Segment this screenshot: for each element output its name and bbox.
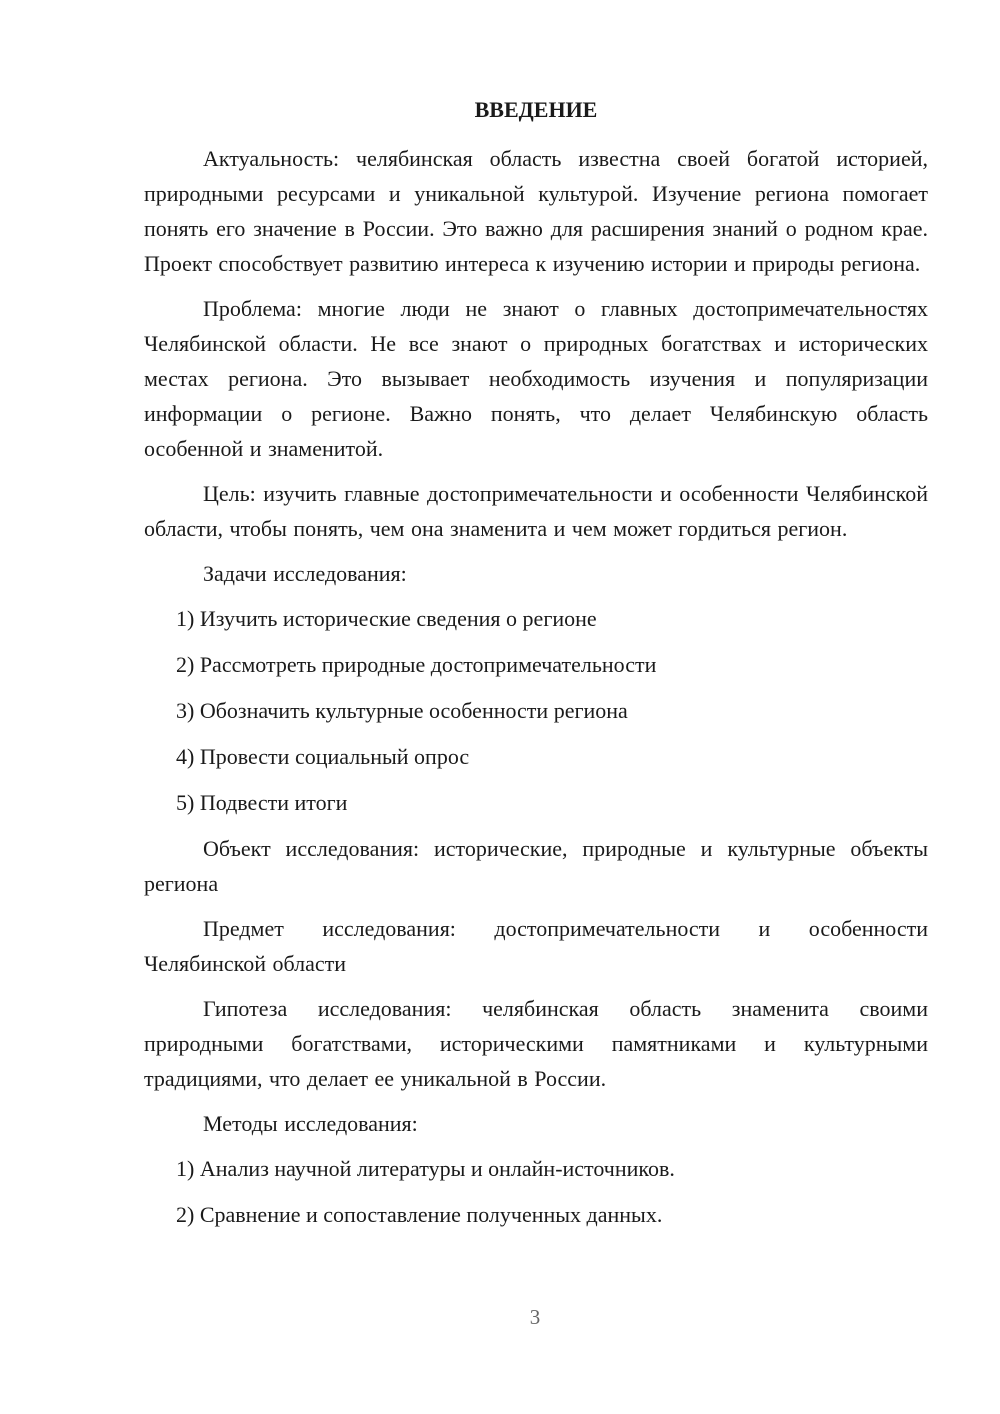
- list-item: 5) Подвести итоги: [176, 790, 348, 815]
- list-item: 4) Провести социальный опрос: [176, 744, 470, 769]
- methods-list: [144, 1151, 928, 1232]
- subject-paragraph: Предмет исследования: достопримечательности и особенности Челябинской области: [144, 916, 928, 976]
- relevance-paragraph: Актуальность: челябинская область известна своей богатой историей, природными ресурсами и уникальной культурой. Изучение региона помогает понять его значение в России. Это важно для расширения знаний о родном крае. Проект способствует развитию интереса к изучению истории и природы региона.: [144, 146, 928, 276]
- list-item: 1) Изучить исторические сведения о регионе: [176, 606, 597, 631]
- list-item: 2) Рассмотреть природные достопримечательности: [176, 652, 657, 677]
- hypothesis-paragraph: Гипотеза исследования: челябинская область знаменита своими природными богатствами, историческими памятниками и культурными традициями, что делает ее уникальной в России.: [144, 996, 928, 1091]
- tasks-heading: Задачи исследования:: [203, 561, 407, 586]
- section-title: ВВЕДЕНИЕ: [474, 97, 598, 122]
- problem-paragraph: Проблема: многие люди не знают о главных достопримечательностях Челябинской области. Не все знают о природных богатствах и исторических местах региона. Это вызывает необходимость изучения и популяризации информации о регионе. Важно понять, что делает Челябинскую область особенной и знаменитой.: [144, 296, 928, 461]
- tasks-list: [144, 601, 928, 820]
- object-paragraph: Объект исследования: исторические, природные и культурные объекты региона: [144, 836, 928, 896]
- list-item: 1) Анализ научной литературы и онлайн-источников.: [176, 1156, 675, 1181]
- goal-paragraph: Цель: изучить главные достопримечательности и особенности Челябинской области, чтобы понять, чем она знаменита и чем может гордиться регион.: [144, 481, 928, 541]
- methods-heading: Методы исследования:: [203, 1111, 418, 1136]
- list-item: 2) Сравнение и сопоставление полученных данных.: [176, 1202, 663, 1227]
- document-page: [144, 92, 928, 1243]
- list-item: 3) Обозначить культурные особенности региона: [176, 698, 628, 723]
- page-number: 3: [529, 1305, 541, 1329]
